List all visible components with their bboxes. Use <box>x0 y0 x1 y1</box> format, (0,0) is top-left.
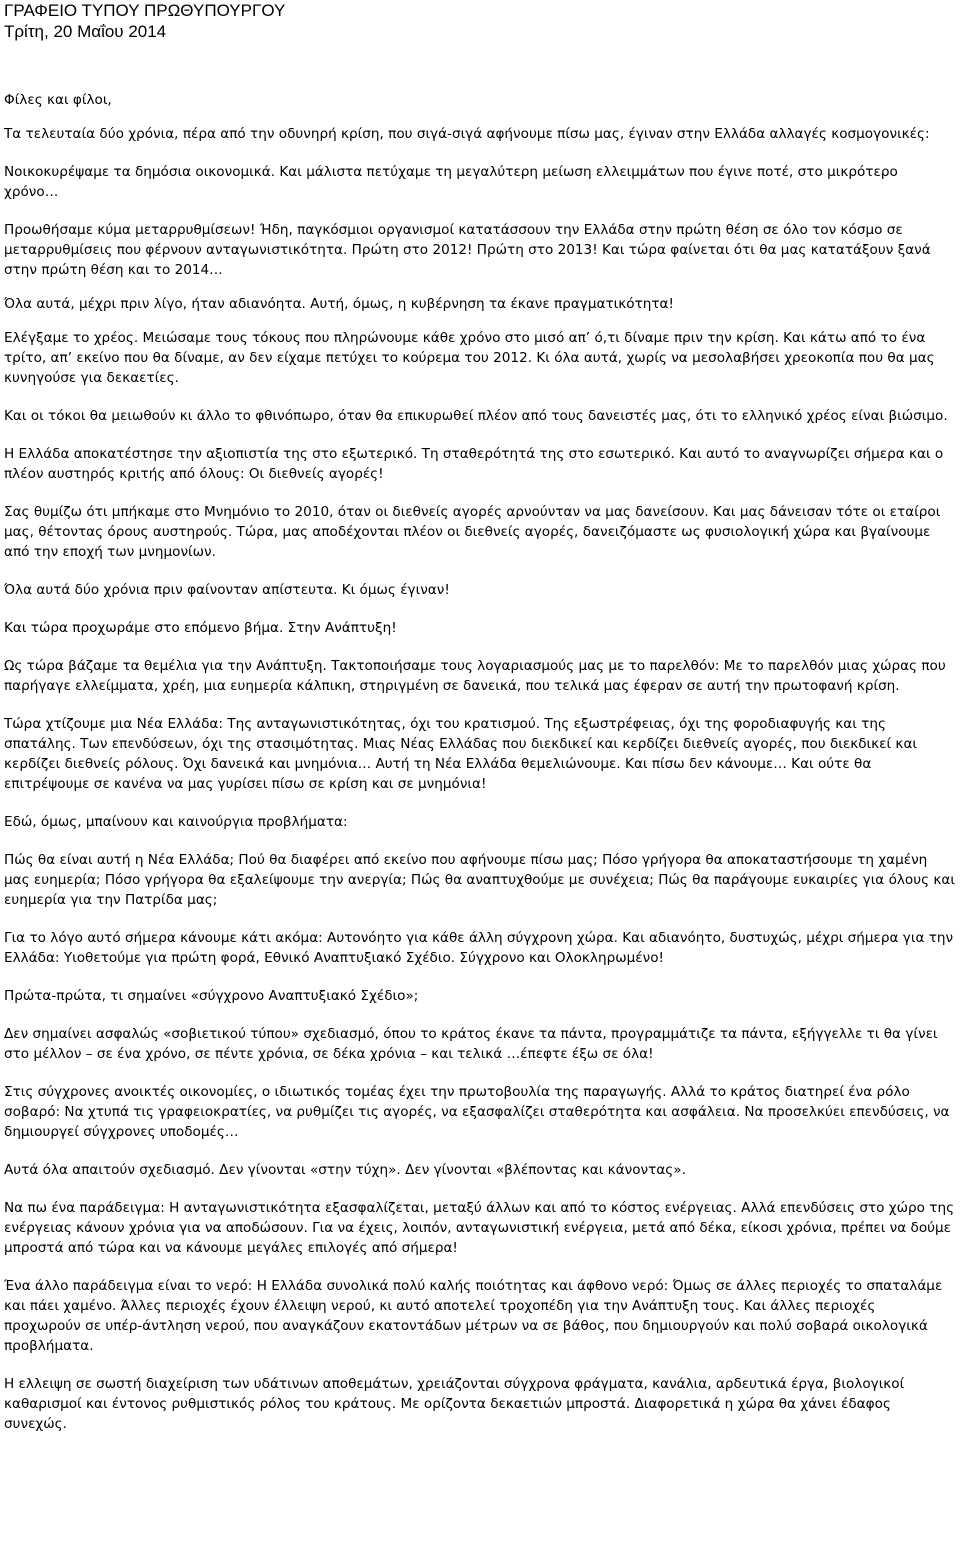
paragraph: Όλα αυτά, μέχρι πριν λίγο, ήταν αδιανόητα. Αυτή, όμως, η κυβέρνηση τα έκανε πραγματικότητα! <box>4 296 674 312</box>
office-name: ΓΡΑΦΕΙΟ ΤΥΠΟΥ ΠΡΩΘΥΠΟΥΡΓΟΥ <box>4 1 286 20</box>
salutation: Φίλες και φίλοι, <box>4 92 112 108</box>
paragraph: Και οι τόκοι θα μειωθούν κι άλλο το φθινόπωρο, όταν θα επικυρωθεί πλέον από τους δανειστές μας, ότι το ελληνικό χρέος είναι βιώσιμο. <box>4 408 948 424</box>
paragraph: Ως τώρα βάζαμε τα θεμέλια για την Ανάπτυξη. Τακτοποιήσαμε τους λογαριασμούς μας με το παρελθόν: Με το παρελθόν μιας χώρας που παρήγαγε ελλείμματα, χρέη, μια ευημερία κάλπικη, στηριγμένη σε δανεικά, που τελικά μας έφεραν σε αυτή την πρωτοφανή κρίση. <box>4 658 946 694</box>
release-date: Τρίτη, 20 Μαΐου 2014 <box>4 22 167 41</box>
paragraph: Πώς θα είναι αυτή η Νέα Ελλάδα; Πού θα διαφέρει από εκείνο που αφήνουμε πίσω μας; Πόσο γρήγορα θα αποκαταστήσουμε τη χαμένη μας ευημερία; Πόσο γρήγορα θα εξαλείψουμε την ανεργία; Πώς θα αναπτυχθούμε με συνέχεια; Πώς θα παράγουμε ευκαιρίες για όλους και ευημερία για την Πατρίδα μας; <box>4 852 955 908</box>
paragraph: Και τώρα προχωράμε στο επόμενο βήμα. Στην Ανάπτυξη! <box>4 620 397 636</box>
paragraph: Να πω ένα παράδειγμα: Η ανταγωνιστικότητα εξασφαλίζεται, μεταξύ άλλων και από το κόστος ενέργειας. Αλλά επενδύσεις στο χώρο της ενέργειας κάνουν χρόνια για να αποδώσουν. Για να έχεις, λοιπόν, ανταγωνιστική ενέργεια, μετά από δέκα, είκοσι χρόνια, πρέπει να δούμε μπροστά από τώρα και να κάνουμε μεγάλες επιλογές από σήμερα! <box>4 1200 955 1256</box>
paragraph: Νοικοκυρέψαμε τα δημόσια οικονομικά. Και μάλιστα πετύχαμε τη μεγαλύτερη μείωση ελλειμμάτων που έγινε ποτέ, στο μικρότερο χρόνο… <box>4 164 898 200</box>
press-release-header <box>4 0 285 42</box>
paragraph: Τώρα χτίζουμε μια Νέα Ελλάδα: Της ανταγωνιστικότητας, όχι του κρατισμού. Της εξωστρέφειας, όχι της φοροδιαφυγής και της σπατάλης. Των επενδύσεων, όχι της στασιμότητας. Μιας Νέας Ελλάδας που διεκδικεί και κερδίζει διεθνείς αγορές, που διεκδικεί και κερδίζει διεθνείς ρόλους. Όχι δανεικά και μνημόνια… Αυτή τη Νέα Ελλάδα θεμελιώνουμε. Και πίσω δεν κάνουμε… Και ούτε θα επιτρέψουμε σε κανένα να μας γυρίσει πίσω σε κρίση και σε μνημόνια! <box>4 716 917 792</box>
paragraph: Για το λόγο αυτό σήμερα κάνουμε κάτι ακόμα: Αυτονόητο για κάθε άλλη σύγχρονη χώρα. Και αδιανόητο, δυστυχώς, μέχρι σήμερα για την Ελλάδα: Υιοθετούμε για πρώτη φορά, Εθνικό Αναπτυξιακό Σχέδιο. Σύγχρονο και Ολοκληρωμένο! <box>4 930 954 966</box>
paragraph: Στις σύγχρονες ανοικτές οικονομίες, ο ιδιωτικός τομέας έχει την πρωτοβουλία της παραγωγής. Αλλά το κράτος διατηρεί ένα ρόλο σοβαρό: Να χτυπά τις γραφειοκρατίες, να ρυθμίζει τις αγορές, να εξασφαλίζει σταθερότητα και ασφάλεια. Να προσελκύει επενδύσεις, να δημιουργεί σύγχρονες υποδομές… <box>4 1084 950 1140</box>
paragraph: Όλα αυτά δύο χρόνια πριν φαίνονταν απίστευτα. Κι όμως έγιναν! <box>4 582 450 598</box>
paragraph: Η Ελλάδα αποκατέστησε την αξιοπιστία της στο εξωτερικό. Τη σταθερότητά της στο εσωτερικό. Και αυτό το αναγνωρίζει σήμερα και ο πλέον αυστηρός κριτής από όλους: Οι διεθνείς αγορές! <box>4 446 944 482</box>
paragraph: Η ελλειψη σε σωστή διαχείριση των υδάτινων αποθεμάτων, χρειάζονται σύγχρονα φράγματα, κανάλια, αρδευτικά έργα, βιολογικοί καθαρισμοί και έντονος ρυθμιστικός ρόλος του κράτους. Με ορίζοντα δεκαετιών μπροστά. Διαφορετικά η χώρα θα χάνει έδαφος συνεχώς. <box>4 1376 905 1432</box>
paragraph: Ένα άλλο παράδειγμα είναι το νερό: Η Ελλάδα συνολικά πολύ καλής ποιότητας και άφθονο νερό: Όμως σε άλλες περιοχές το σπαταλάμε και πάει χαμένο. Άλλες περιοχές έχουν έλλειψη νερού, κι αυτό αποτελεί τροχοπέδη για την Ανάπτυξη τους. Και άλλες περιοχές προχωρούν σε υπέρ-άντληση νερού, που αναγκάζουν εκατοντάδων μέτρων να σε βάθος, που δημιουργούν και πολύ σοβαρά οικολογικά προβλήματα. <box>4 1278 943 1354</box>
paragraph: Ελέγξαμε το χρέος. Μειώσαμε τους τόκους που πληρώνουμε κάθε χρόνο στο μισό απ’ ό,τι δίναμε πριν την κρίση. Και κάτω από το ένα τρίτο, απ’ εκείνο που θα δίναμε, αν δεν είχαμε πετύχει το κούρεμα του 2012. Κι όλα αυτά, χωρίς να μεσολαβήσει χρεοκοπία που θα μας κυνηγούσε για δεκαετίες. <box>4 330 935 386</box>
paragraph: Προωθήσαμε κύμα μεταρρυθμίσεων! Ήδη, παγκόσμιοι οργανισμοί κατατάσσουν την Ελλάδα στην πρώτη θέση σε όλο τον κόσμο σε μεταρρυθμίσεις που φέρνουν ανταγωνιστικότητα. Πρώτη στο 2012! Πρώτη στο 2013! Και τώρα φαίνεται ότι θα μας κατατάξουν ξανά στην πρώτη θέση και το 2014… <box>4 222 931 278</box>
paragraph: Δεν σημαίνει ασφαλώς «σοβιετικού τύπου» σχεδιασμό, όπου το κράτος έκανε τα πάντα, προγραμμάτιζε τα πάντα, εξήγγελλε τι θα γίνει στο μέλλον – σε ένα χρόνο, σε πέντε χρόνια, σε δέκα χρόνια – και τελικά …έπεφτε έξω σε όλα! <box>4 1026 938 1062</box>
paragraph: Τα τελευταία δύο χρόνια, πέρα από την οδυνηρή κρίση, που σιγά-σιγά αφήνουμε πίσω μας, έγιναν στην Ελλάδα αλλαγές κοσμογονικές: <box>4 126 930 142</box>
paragraph: Αυτά όλα απαιτούν σχεδιασμό. Δεν γίνονται «στην τύχη». Δεν γίνονται «βλέποντας και κάνοντας». <box>4 1162 686 1178</box>
paragraph: Σας θυμίζω ότι μπήκαμε στο Μνημόνιο το 2010, όταν οι διεθνείς αγορές αρνούνταν να μας δανείσουν. Και μας δάνεισαν τότε οι εταίροι μας, θέτοντας όρους αυστηρούς. Τώρα, μας αποδέχονται πλέον οι διεθνείς αγορές, δανειζόμαστε ως φυσιολογική χώρα και βγαίνουμε από την εποχή των μνημονίων. <box>4 504 941 560</box>
speech-body <box>4 90 956 1452</box>
paragraph: Πρώτα-πρώτα, τι σημαίνει «σύγχρονο Αναπτυξιακό Σχέδιο»; <box>4 988 419 1004</box>
paragraph: Εδώ, όμως, μπαίνουν και καινούργια προβλήματα: <box>4 814 348 830</box>
